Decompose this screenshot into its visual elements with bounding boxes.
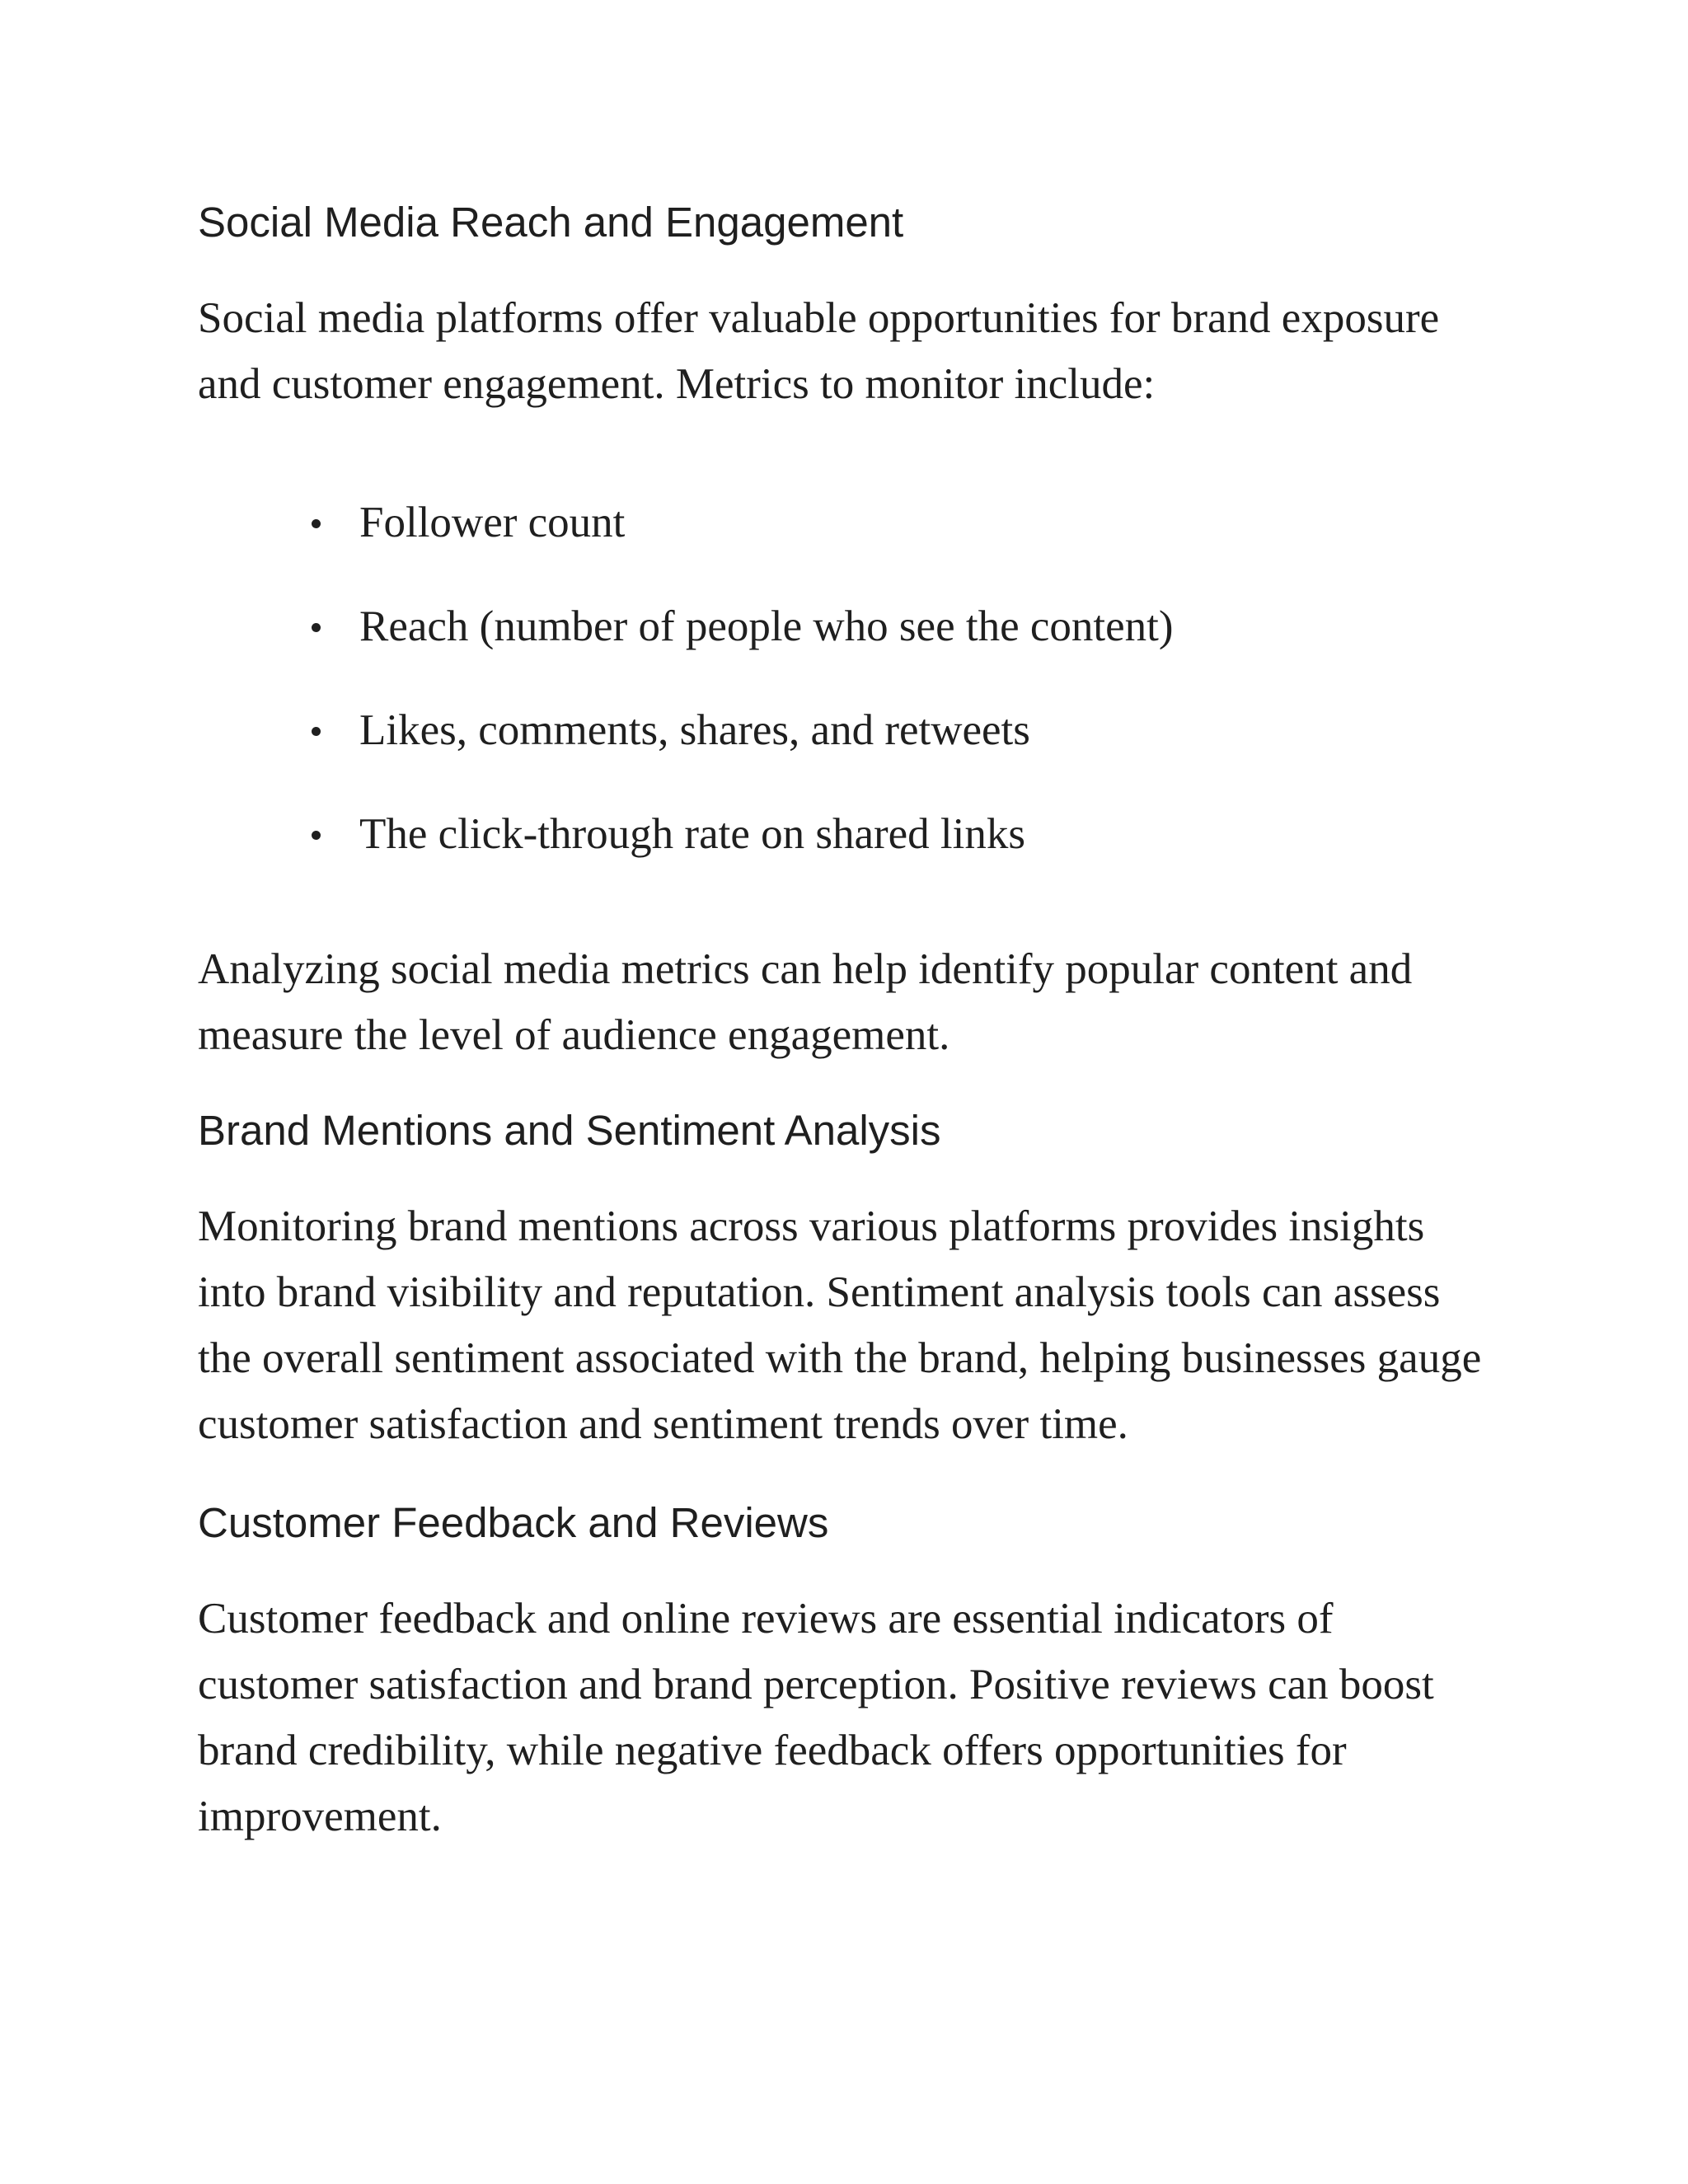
bullet-icon	[312, 727, 321, 736]
list-item	[359, 593, 1500, 659]
list-item-text: The click-through rate on shared links	[359, 810, 1025, 858]
section-heading-social-media: Social Media Reach and Engagement	[198, 199, 904, 246]
section-heading-brand-mentions: Brand Mentions and Sentiment Analysis	[198, 1107, 941, 1154]
bullet-icon	[312, 519, 321, 528]
bullet-icon	[312, 831, 321, 840]
list-item-text: Follower count	[359, 499, 626, 546]
section-heading-customer-feedback: Customer Feedback and Reviews	[198, 1499, 829, 1546]
list-item	[359, 801, 1500, 867]
bullet-icon	[312, 623, 321, 632]
list-item-text: Likes, comments, shares, and retweets	[359, 706, 1030, 754]
list-item-text: Reach (number of people who see the content)	[359, 602, 1174, 650]
document-content	[198, 194, 1500, 1849]
section-body-brand-mentions: Monitoring brand mentions across various platforms provides insights into brand visibility and reputation. Sentiment analysis tools can assess the overall sentiment associated with the brand, helping businesses gauge customer satisfaction and sentiment trends over time.	[198, 1202, 1482, 1448]
list-item	[359, 490, 1500, 555]
section-outro-social-media: Analyzing social media metrics can help identify popular content and measure the level of audience engagement.	[198, 945, 1413, 1059]
section-body-customer-feedback: Customer feedback and online reviews are essential indicators of customer satisfaction and brand perception. Positive reviews can boost brand credibility, while negative feedback offers opportunities for improvement.	[198, 1595, 1434, 1840]
metrics-bullet-list	[198, 490, 1500, 867]
list-item	[359, 697, 1500, 763]
section-intro-social-media: Social media platforms offer valuable opportunities for brand exposure and customer engagement. Metrics to monitor include:	[198, 294, 1440, 408]
